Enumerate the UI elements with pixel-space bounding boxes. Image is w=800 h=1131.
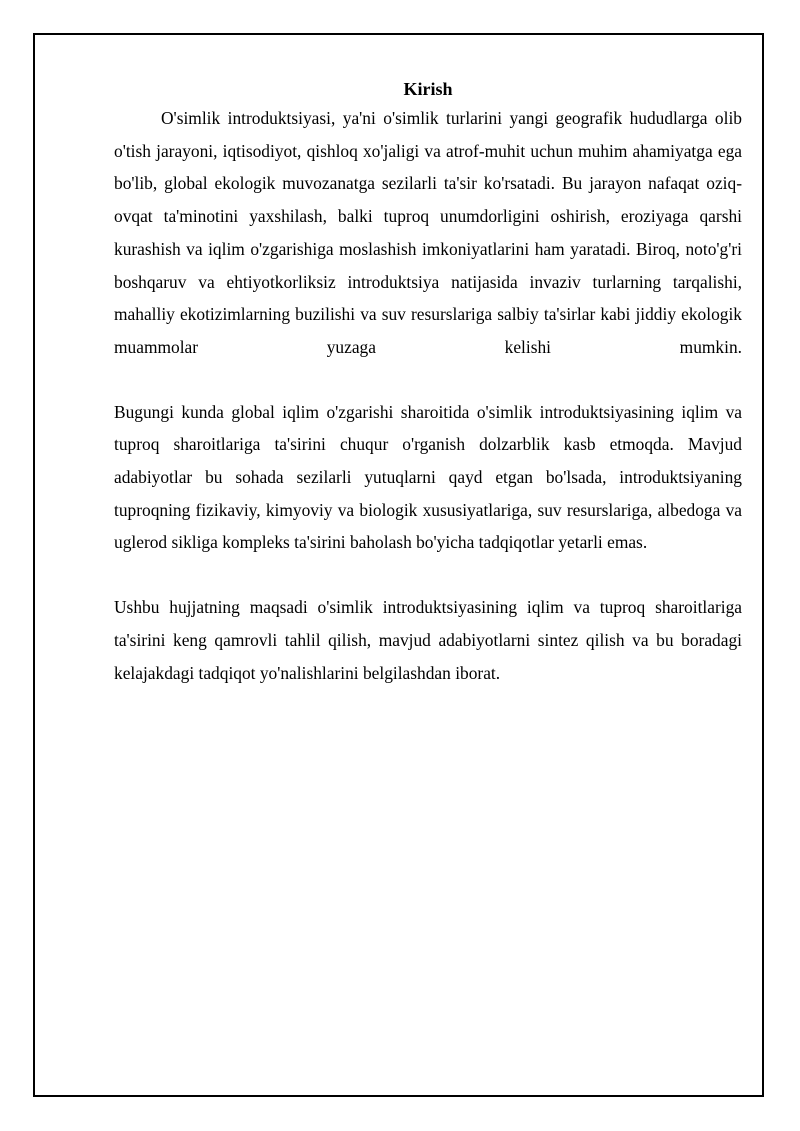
paragraph-gap — [114, 364, 742, 396]
document-body — [114, 76, 742, 689]
paragraph-relevance: Bugungi kunda global iqlim o'zgarishi sharoitida o'simlik introduktsiyasining iqlim va tuproq sharoitlariga ta'sirini chuqur o'rganish dolzarblik kasb etmoqda. Mavjud adabiyotlar bu sohada sezilarli yutuqlarni qayd etgan bo'lsada, introduktsiyaning tuproqning fizikaviy, kimyoviy va biologik xususiyatlariga, suv resurslariga, albedoga va uglerod sikliga kompleks ta'sirini baholash bo'yicha tadqiqotlar yetarli emas. — [114, 401, 742, 553]
paragraph-gap — [114, 559, 742, 591]
paragraph-aim: Ushbu hujjatning maqsadi o'simlik introduktsiyasining iqlim va tuproq sharoitlariga ta'sirini keng qamrovli tahlil qilish, mavjud adabiyotlarni sintez qilish va bu boradagi kelajakdagi tadqiqot yo'nalishlarini belgilashdan iborat. — [114, 597, 742, 683]
section-title: Kirish — [403, 79, 453, 99]
paragraph-intro: O'simlik introduktsiyasi, ya'ni o'simlik turlarini yangi geografik hududlarga olib o'tish jarayoni, iqtisodiyot, qishloq xo'jaligi va atrof-muhit uchun muhim ahamiyatga ega bo'lib, global ekologik muvozanatga sezilarli ta'sir ko'rsatadi. Bu jarayon nafaqat oziq-ovqat ta'minotini yaxshilash, balki tuproq unumdorligini oshirish, eroziyaga qarshi kurashish va iqlim o'zgarishiga moslashish imkoniyatlarini ham yaratadi. Biroq, noto'g'ri boshqaruv va ehtiyotkorliksiz introduktsiya natijasida invaziv turlarning tarqalishi, mahalliy ekotizimlarning buzilishi va suv resurslariga salbiy ta'sirlar kabi jiddiy ekologik muammolar yuzaga kelishi mumkin. — [114, 108, 742, 357]
